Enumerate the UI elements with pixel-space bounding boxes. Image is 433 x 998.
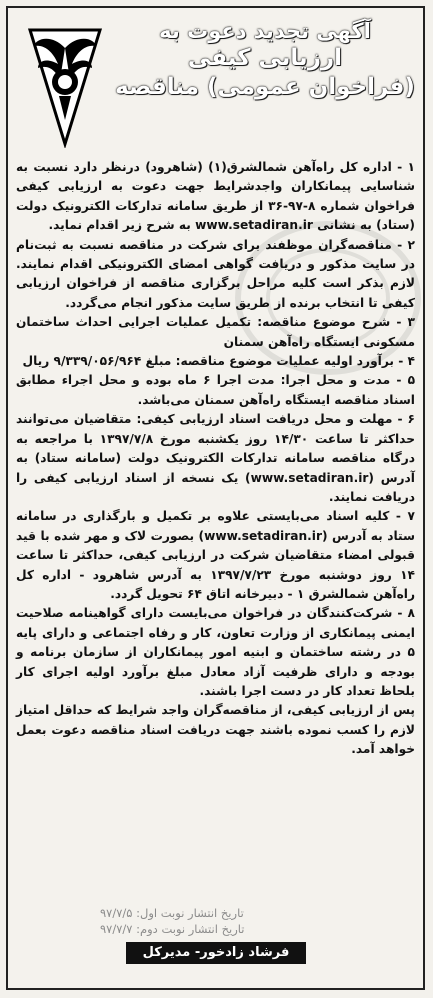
closing-paragraph: پس از ارزیابی کیفی، از مناقصه‌گران واجد شرایط که حداقل امتیاز لازم را کسب نموده باشند جهت دریافت اسناد مناقصه دعوت بعمل خواهد آمد. xyxy=(16,703,415,757)
paragraph-7: ۷ - کلیه اسناد می‌بایستی علاوه بر تکمیل و بارگذاری در سامانه ستاد به آدرس (www.setadiran.ir) بصورت لاک و مهر شده با قید قبولی امضاء متقاضیان شرکت در ارزیابی کیفی، حداکثر تا ساعت ۱۴ روز دوشنبه مورخ ۱۳۹۷/۷/۲۳ به آدرس شاهرود - اداره کل راه‌آهن شمالشرق ۱ - دبیرخانه اتاق ۶۴ تحویل گردد. xyxy=(16,509,415,601)
signature-bar: فرشاد زادخور- مدیرکل xyxy=(126,942,306,964)
paragraph-5: ۵ - مدت و محل اجرا: مدت اجرا ۶ ماه بوده و محل اجراء مطابق اسناد مناقصه ایستگاه راه‌آهن سمنان می‌باشد. xyxy=(16,373,416,407)
railway-winged-emblem-icon xyxy=(26,24,104,148)
title-line-3: (فراخوان عمومی) مناقصه xyxy=(115,74,415,100)
paragraph-1: ۱ - اداره کل راه‌آهن شمالشرق(۱) (شاهرود) درنظر دارد نسبت به شناسایی پیمانکاران واجدشرایط جهت دعوت به ارزیابی کیفی فراخوان شماره ۸-۹۷-۳۶ از طریق سامانه تدارکات الکترونیک دولت (ستاد) به نشانی www.setadiran.ir به شرح زیر اقدام نماید. xyxy=(16,160,415,233)
paragraph-3: ۳ - شرح موضوع مناقصه: تکمیل عملیات اجرایی احداث ساختمان مسکونی ایستگاه راه‌آهن سمنان xyxy=(16,315,415,349)
title-line-2: ارزیابی کیفی xyxy=(187,45,343,72)
paragraph-8: ۸ - شرکت‌کنندگان در فراخوان می‌بایست دارای گواهینامه صلاحیت ایمنی پیمانکاری از وزارت تعاون، کار و رفاه اجتماعی و دارای پایه ۵ در رشته ساختمان و ابنیه امور پیمانکاران از سازمان برنامه و بودجه و دارای ظرفیت آزاد معادل مبلغ برآورد اولیه اجرای کار بلحاظ تعداد کار در دست اجرا باشند. xyxy=(16,606,415,698)
title-block xyxy=(115,18,415,102)
advertisement-frame xyxy=(6,6,425,990)
first-publication-date: تاریخ انتشار نوبت اول: ۹۷/۷/۵ xyxy=(100,906,244,920)
second-publication-date: تاریخ انتشار نوبت دوم: ۹۷/۷/۷ xyxy=(100,922,245,936)
paragraph-4: ۴ - برآورد اولیه عملیات موضوع مناقصه: مبلغ ۹/۳۳۹/۰۵۶/۹۶۴ ریال xyxy=(22,354,415,369)
paragraph-6: ۶ - مهلت و محل دریافت اسناد ارزیابی کیفی: متقاضیان می‌توانند حداکثر تا ساعت ۱۴/۳۰ روز یکشنبه مورخ ۱۳۹۷/۷/۸ با مراجعه به درگاه مناقصه سامانه تدارکات الکترونیک دولت (سامانه ستاد) به آدرس (www.setadiran.ir) یک نسخه از اسناد ارزیابی کیفی را دریافت نمایند. xyxy=(16,412,415,504)
header xyxy=(8,8,423,158)
title-line-1: آگهی تجدید دعوت به xyxy=(159,19,371,43)
paragraph-2: ۲ - مناقصه‌گران موظفند برای شرکت در مناقصه نسبت به ثبت‌نام در سایت مذکور و دریافت گواهی امضای الکترونیکی اقدام نمایند. لازم بذکر است کلیه مراحل برگزاری مناقصه از فراخوان ارزیابی کیفی تا انتخاب برنده از طریق سایت مذکور انجام می‌گردد. xyxy=(16,237,415,310)
advertisement-body xyxy=(16,158,415,760)
publication-dates xyxy=(100,905,244,937)
